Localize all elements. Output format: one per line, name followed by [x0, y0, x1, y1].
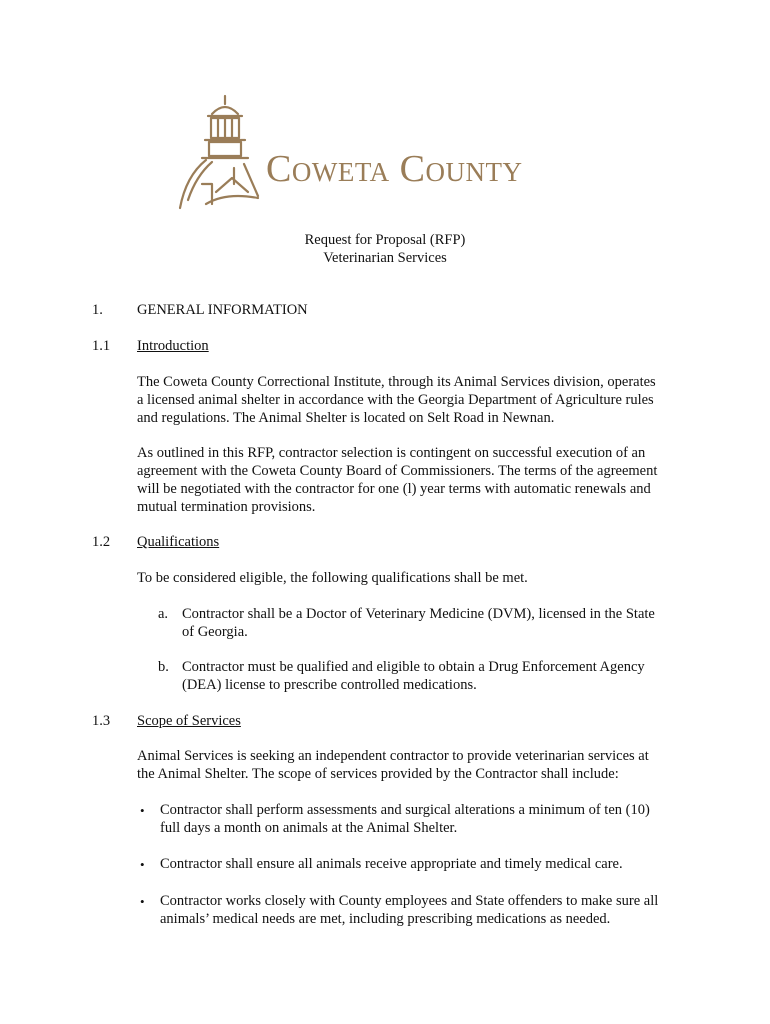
bullet-icon: • [140, 803, 145, 818]
subsection-heading: Introduction [137, 338, 209, 354]
subsection-number: 1.1 [92, 338, 111, 354]
subsection-number: 1.2 [92, 534, 111, 550]
list-item-line: Contractor must be qualified and eligible to obtain a Drug Enforcement Agency [182, 659, 645, 675]
paragraph-line: As outlined in this RFP, contractor selection is contingent on successful execution of an [137, 445, 646, 461]
list-item-line: of Georgia. [182, 624, 248, 640]
subsection-heading: Qualifications [137, 534, 220, 550]
list-item-label: b. [158, 659, 169, 675]
coweta-county-logo [172, 92, 612, 214]
paragraph-line: To be considered eligible, the following qualifications shall be met. [137, 570, 528, 586]
paragraph-line: a licensed animal shelter in accordance with the Georgia Department of Agriculture rules [137, 392, 654, 408]
bullet-icon: • [140, 894, 145, 909]
document-subtitle: Veterinarian Services [323, 250, 447, 266]
paragraph-line: and regulations. The Animal Shelter is located on Selt Road in Newnan. [137, 410, 555, 426]
bullet-item-line: full days a month on animals at the Animal Shelter. [160, 820, 458, 836]
paragraph-line: The Coweta County Correctional Institute, through its Animal Services division, operates [137, 374, 656, 390]
bullet-icon: • [140, 857, 145, 872]
section-heading: GENERAL INFORMATION [137, 302, 308, 318]
list-item-label: a. [158, 606, 169, 622]
section-number: 1. [92, 302, 103, 318]
bullet-item-line: Contractor shall ensure all animals receive appropriate and timely medical care. [160, 856, 623, 872]
document-title: Request for Proposal (RFP) [304, 232, 466, 248]
paragraph-line: mutual termination provisions. [137, 499, 316, 515]
bullet-item-line: Contractor shall perform assessments and surgical alterations a minimum of ten (10) [160, 802, 650, 818]
bullet-item-line: Contractor works closely with County employees and State offenders to make sure all [160, 893, 659, 909]
paragraph-line: Animal Services is seeking an independent contractor to provide veterinarian services at [137, 748, 649, 764]
bullet-item-line: animals’ medical needs are met, including prescribing medications as needed. [160, 911, 611, 927]
subsection-number: 1.3 [92, 713, 111, 729]
subsection-heading: Scope of Services [137, 713, 241, 729]
list-item-line: Contractor shall be a Doctor of Veterinary Medicine (DVM), licensed in the State [182, 606, 655, 622]
paragraph-line: agreement with the Coweta County Board of Commissioners. The terms of the agreement [137, 463, 658, 479]
logo-wordmark: Coweta County [266, 148, 523, 190]
paragraph-line: will be negotiated with the contractor for one (l) year terms with automatic renewals and [137, 481, 651, 497]
list-item-line: (DEA) license to prescribe controlled medications. [182, 677, 477, 693]
paragraph-line: the Animal Shelter. The scope of services provided by the Contractor shall include: [137, 766, 619, 782]
